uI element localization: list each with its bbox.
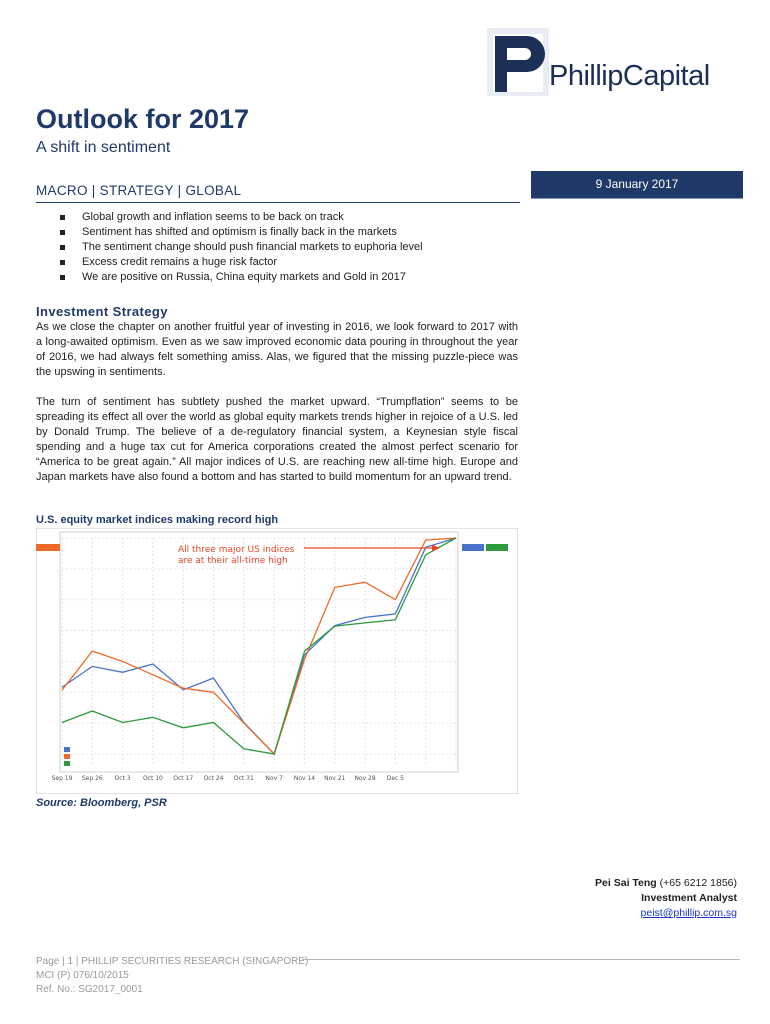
footer-divider <box>302 959 740 960</box>
highlight-item <box>60 270 520 285</box>
section-divider <box>36 202 520 203</box>
indices-line-chart <box>36 528 518 794</box>
x-tick-label: Oct 24 <box>203 775 224 782</box>
report-subtitle: A shift in sentiment <box>36 139 171 156</box>
phillipcapital-p-mark <box>487 28 549 96</box>
bullet-square-icon <box>60 275 65 280</box>
analyst-email-link[interactable]: peist@phillip.com.sg <box>640 907 737 919</box>
legend-swatch-green <box>64 761 70 766</box>
highlight-item <box>60 255 520 270</box>
footer-ref-line: Ref. No.: SG2017_0001 <box>36 984 143 995</box>
section-label: MACRO | STRATEGY | GLOBAL <box>36 183 242 198</box>
axis-tag-green <box>486 544 508 551</box>
bullet-square-icon <box>60 230 65 235</box>
footer-mci-line: MCI (P) 076/10/2015 <box>36 970 129 981</box>
report-title: Outlook for 2017 <box>36 104 250 134</box>
bullet-square-icon <box>60 215 65 220</box>
x-tick-label: Oct 17 <box>173 775 194 782</box>
strategy-paragraph-1: As we close the chapter on another fruitful year of investing in 2016, we look forward to 2017 with a long-awaited optimism. Even as we saw improved economic data pouring in throughout the year of 2016, we had always felt something amiss. Alas, we figured that the missing puzzle-piece was the upswing in sentiments. <box>36 321 518 378</box>
x-tick-label: Sep 19 <box>51 775 73 782</box>
highlight-item <box>60 225 520 240</box>
chart-annotation-continued: are at their all-time high <box>178 556 288 566</box>
legend-swatch-orange <box>64 754 70 759</box>
axis-tag-orange <box>36 544 60 551</box>
chart-source: Source: Bloomberg, PSR <box>36 797 167 809</box>
date-box: 9 January 2017 <box>531 171 743 199</box>
highlight-text: Global growth and inflation seems to be back on track <box>82 211 344 223</box>
highlight-text: The sentiment change should push financial markets to euphoria level <box>82 241 423 253</box>
highlight-item <box>60 240 520 255</box>
phillipcapital-logo <box>487 28 739 96</box>
x-tick-label: Nov 28 <box>354 775 376 782</box>
chart-container <box>36 528 518 794</box>
x-tick-label: Nov 14 <box>293 775 316 782</box>
highlight-text: Sentiment has shifted and optimism is finally back in the markets <box>82 226 397 238</box>
highlight-text: We are positive on Russia, China equity markets and Gold in 2017 <box>82 271 406 283</box>
x-tick-label: Oct 10 <box>142 775 163 782</box>
page-footer <box>36 955 308 997</box>
highlights-list <box>60 210 520 285</box>
analyst-phone: (+65 6212 1856) <box>656 877 737 889</box>
analyst-name: Pei Sai Teng <box>595 877 657 889</box>
x-tick-label: Nov 21 <box>324 775 346 782</box>
bullet-square-icon <box>60 260 65 265</box>
x-tick-label: Sep 26 <box>81 775 103 782</box>
footer-page-line: Page | 1 | PHILLIP SECURITIES RESEARCH (SINGAPORE) <box>36 956 309 967</box>
x-tick-label: Oct 31 <box>233 775 254 782</box>
analyst-block <box>595 876 737 921</box>
bullet-square-icon <box>60 245 65 250</box>
legend-swatches <box>64 747 70 766</box>
legend-swatch-blue <box>64 747 70 752</box>
highlight-text: Excess credit remains a huge risk factor <box>82 256 278 268</box>
analyst-role: Investment Analyst <box>641 892 737 904</box>
strategy-paragraph-2: The turn of sentiment has subtlety pushed the market upward. “Trumpflation” seems to be spreading its effect all over the world as global equity markets trends higher in rejoice of a U.S. led by Donald Trump. The believe of a de-regulatory financial system, a Keynesian style fiscal spending and a huge tax cut for America corporations created the almost perfect scenario for “America to be great again.” All major indices of U.S. are reaching new all-time high. Europe and Japan markets have also found a bottom and has started to build momentum for an upward trend. <box>36 396 518 483</box>
axis-tag-blue <box>462 544 484 551</box>
highlight-item <box>60 210 520 225</box>
x-tick-label: Oct 3 <box>114 775 131 782</box>
x-tick-label: Dec 5 <box>386 775 405 782</box>
investment-strategy-heading: Investment Strategy <box>36 304 168 319</box>
chart-annotation: All three major US indices <box>178 545 295 555</box>
x-tick-label: Nov 7 <box>265 775 283 782</box>
brand-name: PhillipCapital <box>549 60 710 92</box>
chart-title: U.S. equity market indices making record high <box>36 514 279 526</box>
